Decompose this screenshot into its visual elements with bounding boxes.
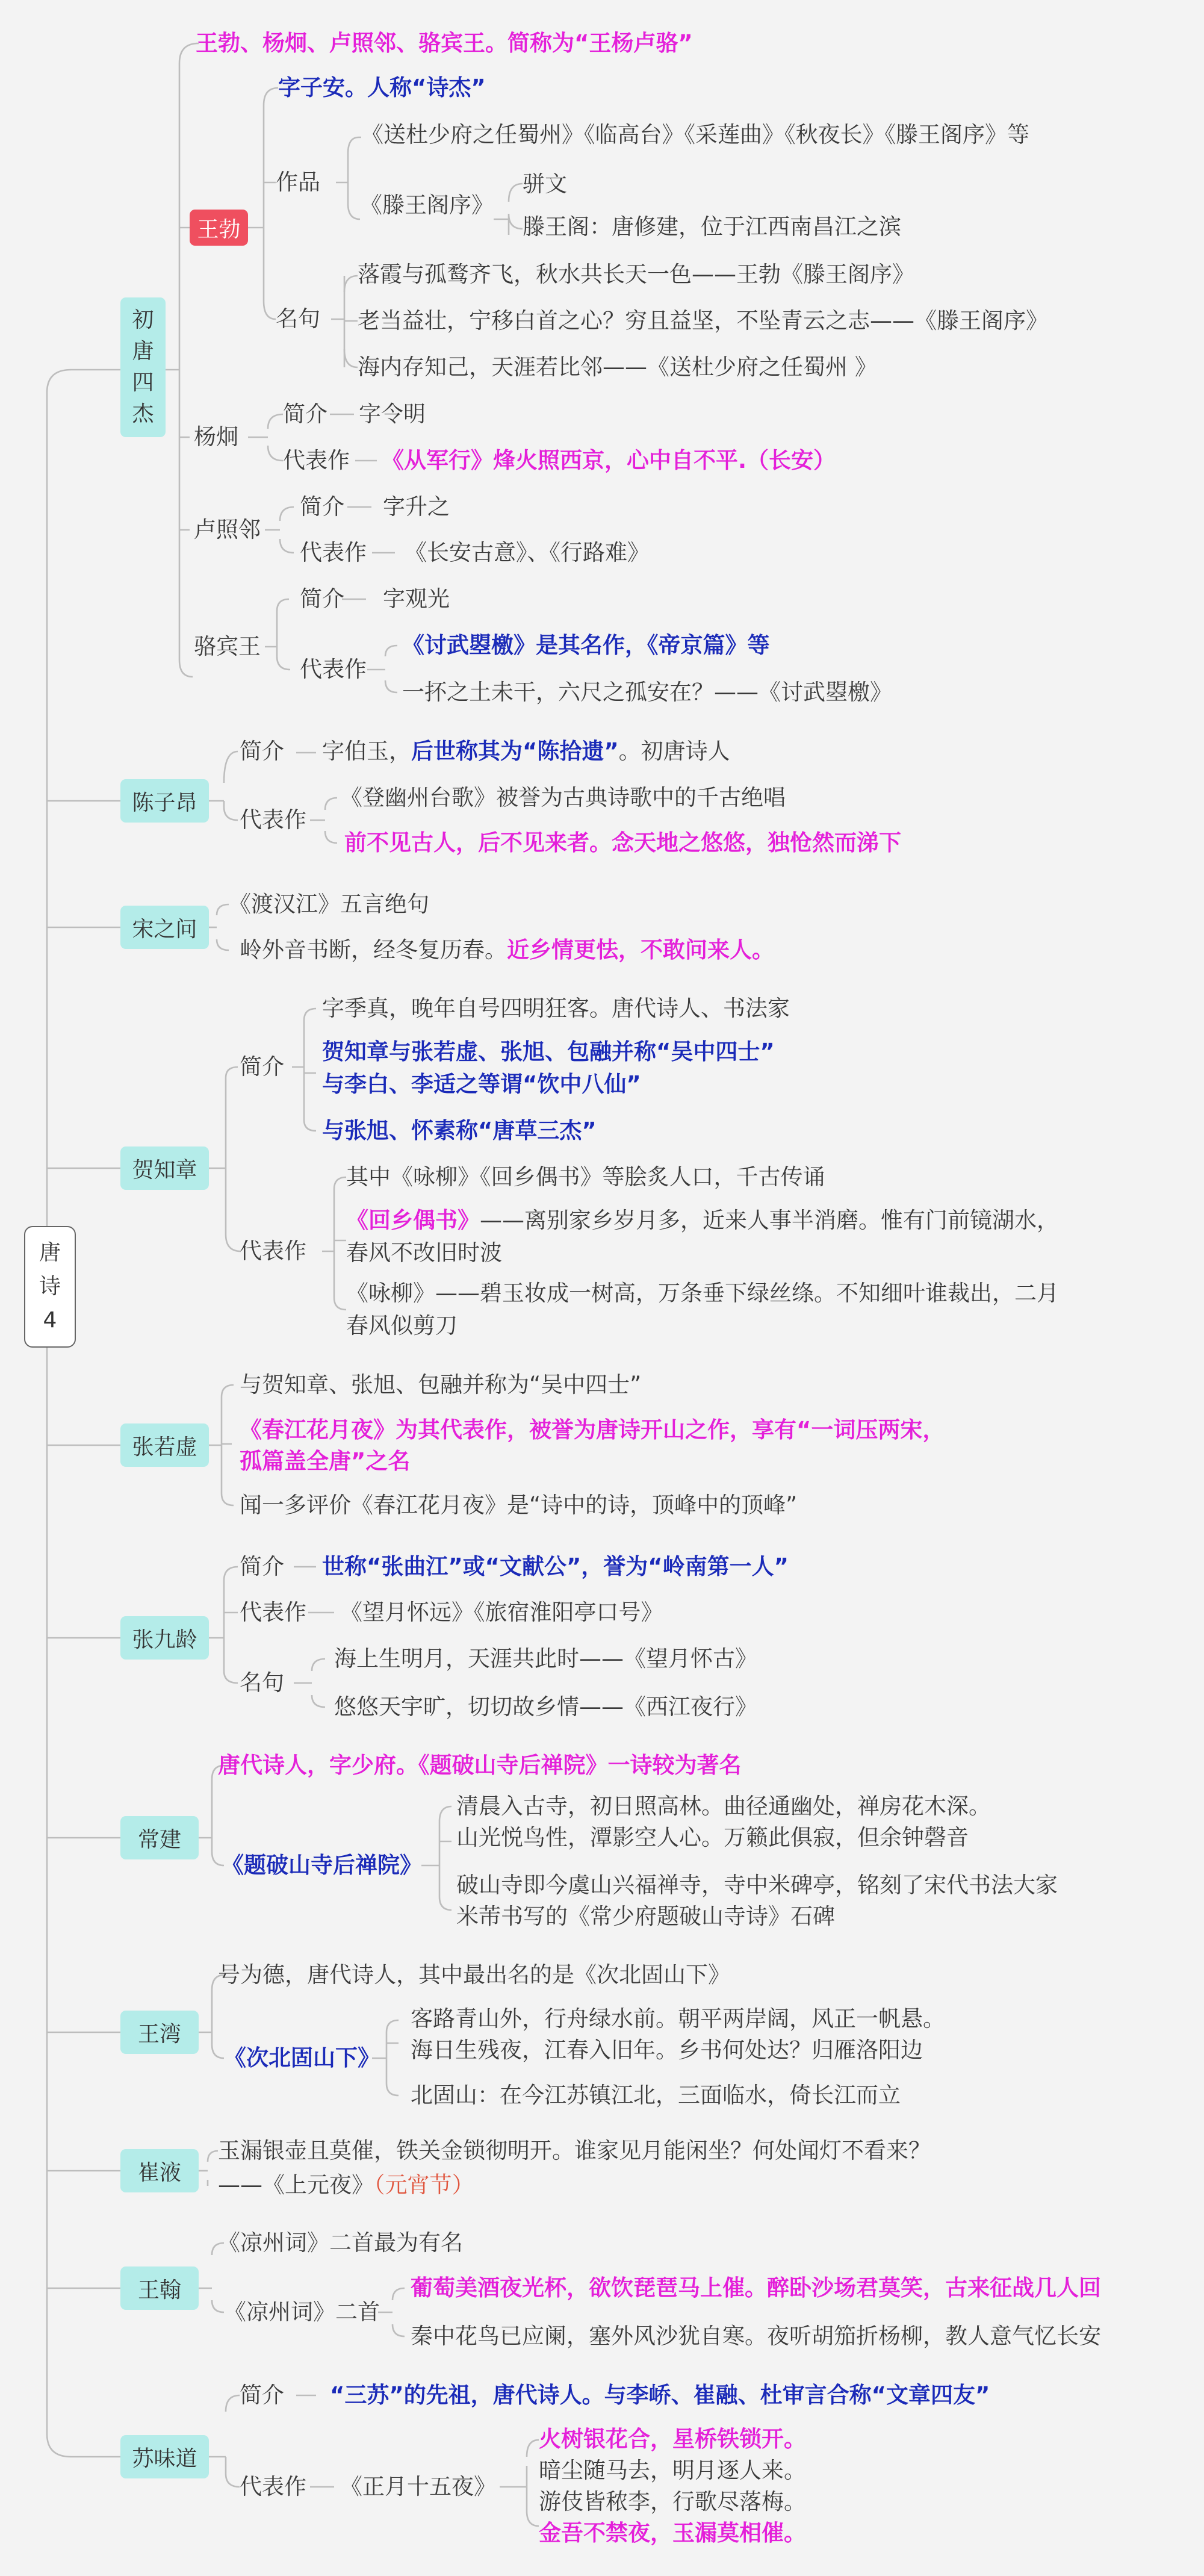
node-char: 初 (132, 308, 154, 332)
node-changjian[interactable]: 常建 (120, 1816, 199, 1859)
wangbo-works-line: 《送杜少府之任蜀州》《临高台》《采莲曲》《秋夜长》《滕王阁序》等 (361, 122, 1029, 148)
tengwang-style: 骈文 (523, 171, 567, 197)
hezhizhang-intro: 字季真，晚年自号四明狂客。唐代诗人、书法家 (322, 995, 790, 1021)
hezhizhang-work: 其中《咏柳》《回乡偶书》等脍炙人口，千古传诵 (346, 1164, 825, 1190)
changjian-note: 破山寺即今虞山兴福禅寺，寺中米碑亭，铭刻了宋代书法大家 (456, 1872, 1058, 1898)
suweidao-poem-line: 游伎皆秾李，行歌尽落梅。 (539, 2489, 806, 2515)
wangbo-quote: 落霞与孤鹜齐飞，秋水共长天一色——王勃《滕王阁序》 (358, 261, 914, 287)
wangwan-poem-line: 海日生残夜，江春入旧年。乡书何处达？归雁洛阳边 (411, 2037, 923, 2063)
luobinwang-intro: 字观光 (383, 586, 450, 612)
wanghan-poem: 秦中花鸟已应阑，塞外风沙犹自寒。夜听胡笳折杨柳，教人意气忆长安 (411, 2323, 1101, 2349)
yangjiong-intro-label[interactable]: 简介 (283, 401, 327, 427)
chenziang-intro-label[interactable]: 简介 (240, 738, 284, 764)
changjian-poem-line: 山光悦鸟性，潭影空人心。万籁此俱寂，但余钟磬音 (456, 1825, 969, 1850)
suweidao-poem-line: 金吾不禁夜，玉漏莫相催。 (539, 2520, 806, 2546)
wangbo-quote: 老当益壮，宁移白首之心？穷且益坚，不坠青云之志——《滕王阁序》 (358, 308, 1048, 334)
chenziang-work: 《登幽州台歌》被誉为古典诗歌中的千古绝唱 (340, 785, 786, 810)
zhangruoxu-line: 《春江花月夜》为其代表作，被誉为唐诗开山之作，享有“一词压两宋， (240, 1417, 945, 1443)
node-char: 唐 (132, 339, 154, 364)
luobinwang-works-label[interactable]: 代表作 (300, 656, 367, 682)
hezhizhang-intro: 贺知章与张若虚、张旭、包融并称“吴中四士” (322, 1039, 775, 1065)
wangbo-quotes-label[interactable]: 名句 (276, 306, 320, 332)
line-part: ——《上元夜》 (218, 2172, 374, 2198)
luzhaolin-works-label[interactable]: 代表作 (300, 540, 367, 565)
wangbo-quote: 海内存知己，天涯若比邻——《送杜少府之任蜀州 》 (358, 354, 877, 380)
zhangjiuling-works-label[interactable]: 代表作 (240, 1599, 306, 1625)
zhangruoxu-line: 孤篇盖全唐”之名 (240, 1448, 411, 1474)
songzhiwen-line: 《渡汉江》五言绝句 (229, 891, 429, 917)
node-chenziang[interactable]: 陈子昂 (120, 779, 209, 823)
wangwan-note: 北固山：在今江苏镇江北，三面临水，倚长江而立 (411, 2082, 901, 2108)
hezhizhang-work: 《咏柳》——碧玉妆成一树高，万条垂下绿丝绦。不知细叶谁裁出，二月 (346, 1280, 1059, 1306)
zhangruoxu-line: 闻一多评价《春江花月夜》是“诗中的诗，顶峰中的顶峰” (240, 1492, 798, 1518)
zhangruoxu-line: 与贺知章、张旭、包融并称为“吴中四士” (240, 1372, 642, 1398)
changjian-poem-line: 清晨入古寺，初日照高林。曲径通幽处，禅房花木深。 (456, 1793, 991, 1819)
suweidao-poem-line: 暗尘随马去，明月逐人来。 (539, 2457, 806, 2483)
yangjiong-works-label[interactable]: 代表作 (283, 447, 350, 473)
cuiye-line (218, 2169, 474, 2201)
hezhizhang-intro-label[interactable]: 简介 (240, 1054, 284, 1080)
suweidao-intro-label[interactable]: 简介 (240, 2382, 284, 2408)
node-zhangjiuling[interactable]: 张九龄 (120, 1616, 209, 1660)
root-char: 4 (43, 1308, 57, 1333)
hezhizhang-intro: 与李白、李适之等谓“饮中八仙” (322, 1071, 641, 1097)
node-songzhiwen[interactable]: 宋之问 (120, 906, 209, 949)
node-yangjiong[interactable]: 杨炯 (194, 424, 238, 450)
root-char: 唐 (39, 1240, 61, 1265)
suweidao-poem-line: 火树银花合，星桥铁锁开。 (539, 2426, 806, 2452)
zhangjiuling-works: 《望月怀远》《旅宿淮阳亭口号》 (340, 1599, 663, 1625)
chenziang-works-label[interactable]: 代表作 (240, 807, 306, 833)
luzhaolin-intro-label[interactable]: 简介 (300, 494, 344, 520)
tengwang-label[interactable]: 《滕王阁序》 (360, 192, 494, 218)
hezhizhang-work (346, 1204, 1059, 1237)
node-wanghan[interactable]: 王翰 (120, 2266, 199, 2310)
node-luzhaolin[interactable]: 卢照邻 (194, 517, 261, 543)
node-wangbo[interactable]: 王勃 (190, 210, 248, 246)
root-char: 诗 (39, 1274, 61, 1299)
luobinwang-work: 一抔之土未干，六尺之孤安在？——《讨武曌檄》 (402, 679, 892, 705)
node-cuiye[interactable]: 崔液 (120, 2149, 199, 2192)
node-char: 四 (132, 370, 154, 395)
work-text: ——离别家乡岁月多，近来人事半消磨。惟有门前镜湖水， (480, 1207, 1059, 1233)
suweidao-works-label[interactable]: 代表作 (240, 2474, 306, 2500)
node-chutang-sijie[interactable] (120, 297, 166, 437)
intro-part: 后世称其为“陈拾遗” (411, 738, 619, 764)
hezhizhang-intro: 与张旭、怀素称“唐草三杰” (322, 1118, 597, 1143)
luobinwang-intro-label[interactable]: 简介 (300, 586, 344, 612)
node-zhangruoxu[interactable]: 张若虚 (120, 1423, 209, 1467)
line-part: （元宵节） (374, 2172, 474, 2198)
node-hezhizhang[interactable]: 贺知章 (120, 1146, 209, 1190)
intro-part: 字伯玉， (322, 738, 411, 764)
node-suweidao[interactable]: 苏味道 (120, 2435, 209, 2478)
node-luobinwang[interactable]: 骆宾王 (194, 633, 261, 659)
luzhaolin-intro: 字升之 (383, 494, 450, 520)
wanghan-line: 《凉州词》二首最为有名 (218, 2230, 463, 2256)
suweidao-works: 《正月十五夜》 (340, 2474, 496, 2500)
zhangjiuling-quote: 海上生明月，天涯共此时——《望月怀古》 (334, 1646, 757, 1672)
hezhizhang-work: 春风似剪刀 (346, 1313, 458, 1339)
changjian-poem-label[interactable]: 《题破山寺后禅院》 (222, 1852, 422, 1878)
node-char: 杰 (132, 402, 154, 426)
yangjiong-works: 《从军行》烽火照西京，心中自不平.（长安） (382, 447, 836, 473)
wangbo-intro: 字子安。人称“诗杰” (278, 75, 486, 101)
line-part: 近乡情更怯，不敢问来人。 (507, 937, 774, 963)
chenziang-intro (322, 735, 730, 768)
hezhizhang-works-label[interactable]: 代表作 (240, 1238, 306, 1264)
songzhiwen-line (240, 934, 774, 966)
line-part: 岭外音书断，经冬复历春。 (240, 937, 507, 963)
hezhizhang-work: 春风不改旧时波 (346, 1240, 502, 1266)
root-node[interactable] (24, 1226, 76, 1348)
tengwang-place: 滕王阁：唐修建，位于江西南昌江之滨 (523, 214, 901, 240)
zhangjiuling-quotes-label[interactable]: 名句 (240, 1670, 284, 1696)
zhangjiuling-quote: 悠悠天宇旷，切切故乡情——《西江夜行》 (334, 1694, 757, 1720)
luzhaolin-works: 《长安古意》、《行路难》 (405, 540, 650, 565)
intro-part: 。初唐诗人 (618, 738, 730, 764)
chutang-summary: 王勃、杨炯、卢照邻、骆宾王。简称为“王杨卢骆” (196, 30, 693, 56)
wanghan-poem: 葡萄美酒夜光杯，欲饮琵琶马上催。醉卧沙场君莫笑，古来征战几人回 (411, 2275, 1101, 2301)
luobinwang-work: 《讨武曌檄》是其名作，《帝京篇》等 (402, 632, 770, 658)
node-wangwan[interactable]: 王湾 (120, 2011, 199, 2054)
wanghan-poem-label[interactable]: 《凉州词》二首 (224, 2299, 380, 2325)
work-title: 《回乡偶书》 (346, 1207, 480, 1233)
wangwan-poem-line: 客路青山外，行舟绿水前。朝平两岸阔，风正一帆悬。 (411, 2006, 945, 2032)
wangwan-poem-label[interactable]: 《次北固山下》 (224, 2045, 380, 2071)
changjian-line: 唐代诗人，字少府。《题破山寺后禅院》一诗较为著名 (218, 1752, 742, 1778)
wangbo-works-label[interactable]: 作品 (276, 169, 320, 195)
zhangjiuling-intro: 世称“张曲江”或“文献公”，誉为“岭南第一人” (322, 1554, 789, 1579)
wangwan-line: 号为德，唐代诗人，其中最出名的是《次北固山下》 (218, 1962, 730, 1988)
chenziang-work: 前不见古人，后不见来者。念天地之悠悠，独怆然而涕下 (344, 830, 901, 856)
zhangjiuling-intro-label[interactable]: 简介 (240, 1554, 284, 1579)
changjian-note: 米芾书写的《常少府题破山寺诗》石碑 (456, 1903, 835, 1929)
suweidao-intro: “三苏”的先祖，唐代诗人。与李峤、崔融、杜审言合称“文章四友” (330, 2382, 990, 2408)
cuiye-line: 玉漏银壶且莫催，铁关金锁彻明开。谁家见月能闲坐？何处闻灯不看来？ (218, 2138, 931, 2164)
yangjiong-intro: 字令明 (359, 401, 426, 427)
